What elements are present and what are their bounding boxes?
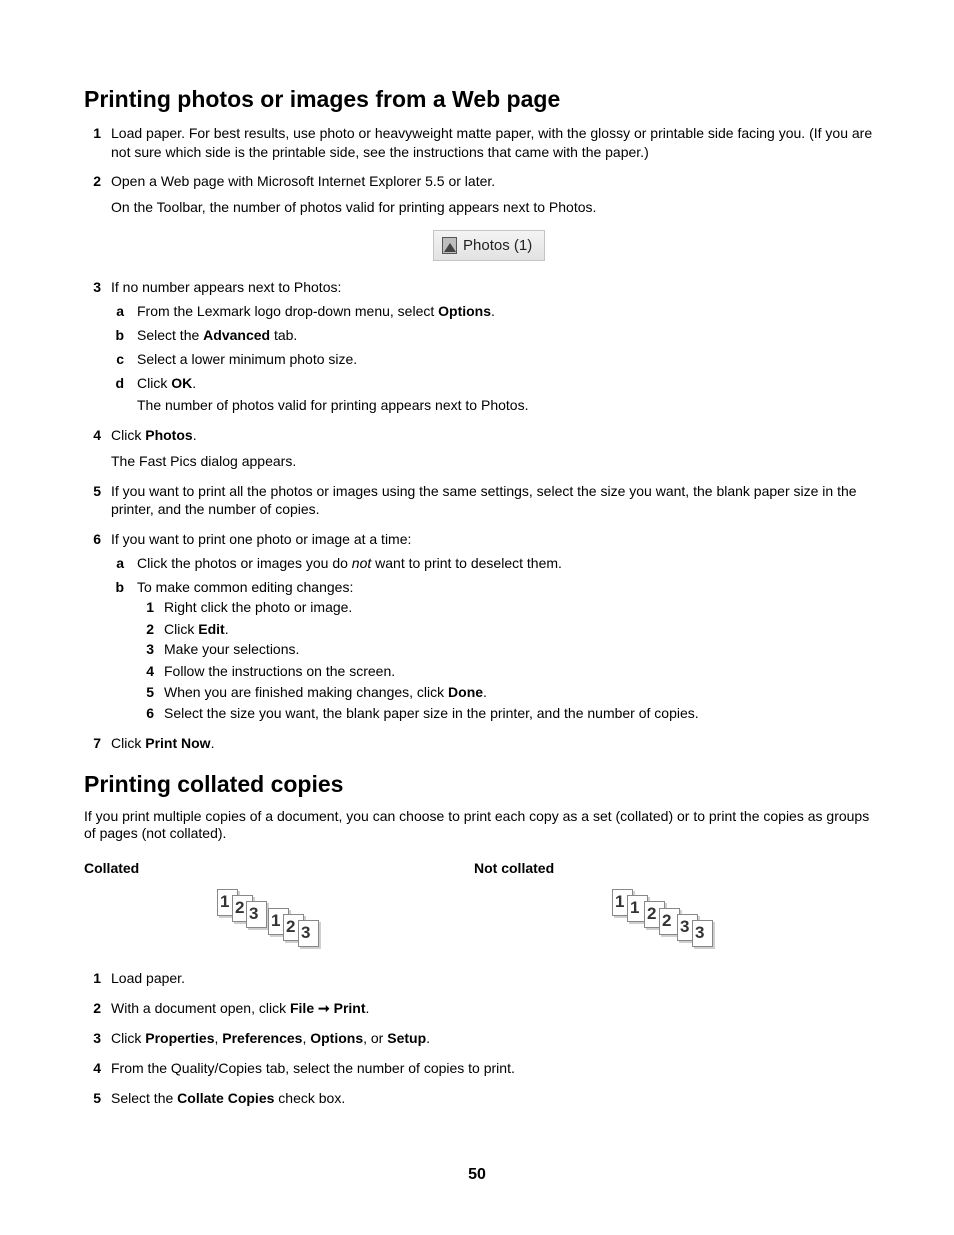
substep-text: Select the size you want, the blank paper size in the printer, and the number of copies.: [164, 705, 699, 721]
page-sheet: 3: [298, 920, 319, 947]
substep-text: From the Lexmark logo drop-down menu, select Options.: [137, 303, 495, 319]
page-sheet: 2: [659, 908, 680, 935]
substep-letter: d: [115, 375, 124, 391]
step-text: Click Properties, Preferences, Options, or Setup.: [111, 1030, 431, 1046]
step-number: 1: [93, 970, 101, 986]
step-text: Open a Web page with Microsoft Internet Explorer 5.5 or later.: [111, 173, 496, 189]
page-sheet: 2: [283, 914, 304, 941]
page-sheet: 1: [627, 895, 648, 922]
substep-text: Make your selections.: [164, 641, 300, 657]
substep-text: Click Edit.: [164, 621, 229, 637]
step-number: 7: [93, 735, 101, 751]
substep-letter: b: [115, 327, 124, 343]
step-text: Select the Collate Copies check box.: [111, 1090, 346, 1106]
page-sheet: 2: [232, 895, 253, 922]
step-text: If no number appears next to Photos:: [111, 279, 342, 295]
substep-text: Follow the instructions on the screen.: [164, 663, 396, 679]
substep-number: 1: [146, 599, 154, 615]
section-title-web-photos: Printing photos or images from a Web page: [84, 86, 561, 112]
collated-illustration: [217, 889, 329, 947]
step-number: 5: [93, 1090, 101, 1106]
step-number: 3: [93, 279, 101, 295]
photo-icon: [442, 237, 457, 254]
substep-number: 3: [146, 641, 154, 657]
page-sheet: 1: [268, 908, 289, 935]
page-sheet: 3: [692, 920, 713, 947]
step-number: 6: [93, 531, 101, 547]
step-number: 1: [93, 125, 101, 141]
section-intro: If you print multiple copies of a document, you can choose to print each copy as a set (collated) or to print the copies as groups of pages (not collated).: [84, 808, 870, 841]
step-text: If you want to print one photo or image at a time:: [111, 531, 412, 547]
step-note: The Fast Pics dialog appears.: [111, 453, 297, 469]
step-number: 2: [93, 1000, 101, 1016]
substep-text: To make common editing changes:: [137, 579, 354, 595]
collated-label: Collated: [84, 860, 140, 876]
page-sheet: 1: [217, 889, 238, 916]
substep-number: 4: [146, 663, 154, 679]
step-text: Click Photos.: [111, 427, 197, 443]
page-number: 50: [468, 1166, 486, 1183]
substep-text: Click the photos or images you do not want to print to deselect them.: [137, 555, 562, 571]
page-sheet: 2: [644, 901, 665, 928]
page-sheet: 1: [612, 889, 633, 916]
substep-number: 6: [146, 705, 154, 721]
substep-text: When you are finished making changes, click Done.: [164, 684, 487, 700]
step-text: With a document open, click File ➞ Print.: [111, 1000, 370, 1016]
substep-number: 2: [146, 621, 154, 637]
step-number: 4: [93, 1060, 101, 1076]
substep-letter: a: [116, 303, 124, 319]
step-text: From the Quality/Copies tab, select the number of copies to print.: [111, 1060, 515, 1076]
arrow-icon: ➞: [318, 1000, 330, 1016]
step-number: 5: [93, 483, 101, 499]
photos-toolbar-button[interactable]: [433, 230, 545, 261]
photos-button-label: Photos (1): [463, 237, 533, 254]
substep-letter: b: [115, 579, 124, 595]
page-sheet: 3: [677, 914, 698, 941]
step-text: Load paper.: [111, 970, 185, 986]
step-text: Click Print Now.: [111, 735, 215, 751]
not-collated-label: Not collated: [474, 860, 555, 876]
step-text: Load paper. For best results, use photo or heavyweight matte paper, with the glossy or printable side facing you. (If you are not sure which side is the printable side, see the instructions that came with the paper.): [111, 125, 873, 160]
substep-letter: c: [116, 351, 124, 367]
substep-letter: a: [116, 555, 124, 571]
substep-note: The number of photos valid for printing appears next to Photos.: [137, 397, 529, 413]
step-number: 3: [93, 1030, 101, 1046]
step-note: On the Toolbar, the number of photos valid for printing appears next to Photos.: [111, 199, 597, 215]
substep-text: Right click the photo or image.: [164, 599, 353, 615]
step-number: 4: [93, 427, 101, 443]
page-sheet: 3: [246, 901, 267, 928]
section-title-collated-copies: Printing collated copies: [84, 771, 344, 797]
not-collated-illustration: [612, 889, 726, 947]
substep-text: Select the Advanced tab.: [137, 327, 298, 343]
substep-text: Click OK.: [137, 375, 197, 391]
substep-text: Select a lower minimum photo size.: [137, 351, 358, 367]
step-text: If you want to print all the photos or images using the same settings, select the size you want, the blank paper size in the printer, and the number of copies.: [111, 483, 857, 517]
step-number: 2: [93, 173, 101, 189]
substep-number: 5: [146, 684, 154, 700]
